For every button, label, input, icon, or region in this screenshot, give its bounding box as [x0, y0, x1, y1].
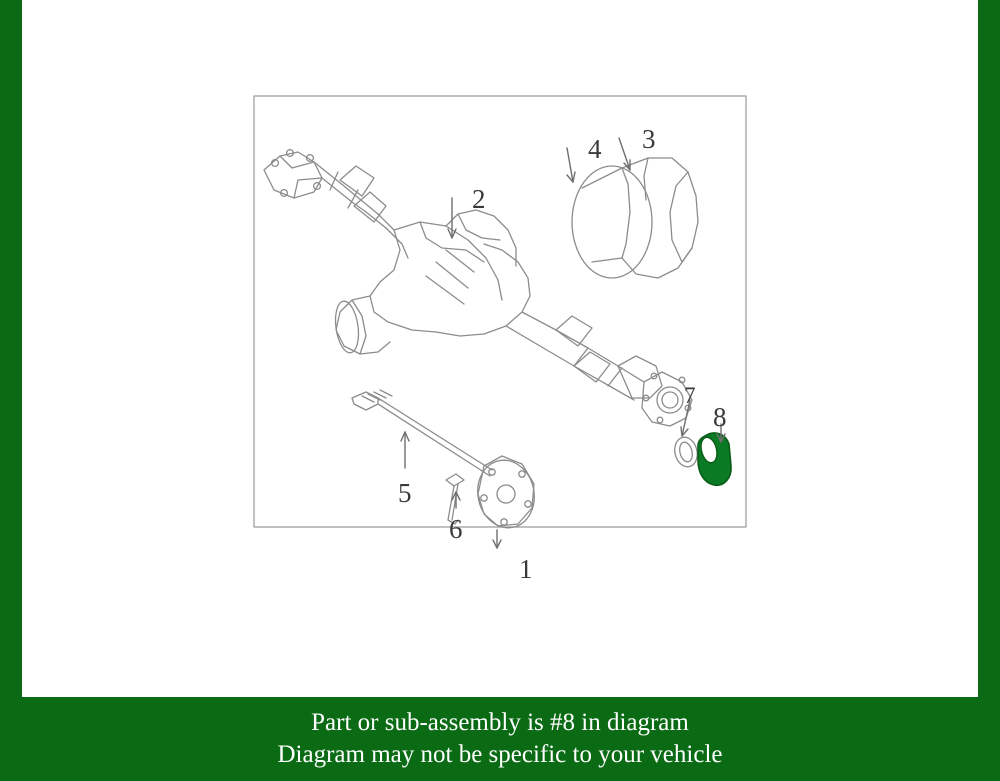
footer-line-2: Diagram may not be specific to your vehicle: [277, 741, 723, 768]
callout-1: 1: [519, 554, 533, 584]
right-green-bar: [978, 0, 1000, 781]
footer-line-1: Part or sub-assembly is #8 in diagram: [311, 709, 689, 736]
callout-4: 4: [588, 134, 602, 164]
axle-assembly-diagram: [22, 0, 978, 690]
callout-7: 7: [684, 383, 696, 408]
diagram-frame: [254, 96, 746, 527]
callout-6: 6: [449, 514, 463, 544]
callout-2: 2: [472, 184, 486, 214]
left-green-bar: [0, 0, 22, 781]
callout-3: 3: [642, 124, 656, 154]
callout-5: 5: [398, 478, 412, 508]
seal-8-highlighted: [698, 433, 731, 485]
diagram-area: [22, 0, 978, 690]
footer-banner: [0, 697, 1000, 781]
callout-8: 8: [713, 402, 727, 432]
